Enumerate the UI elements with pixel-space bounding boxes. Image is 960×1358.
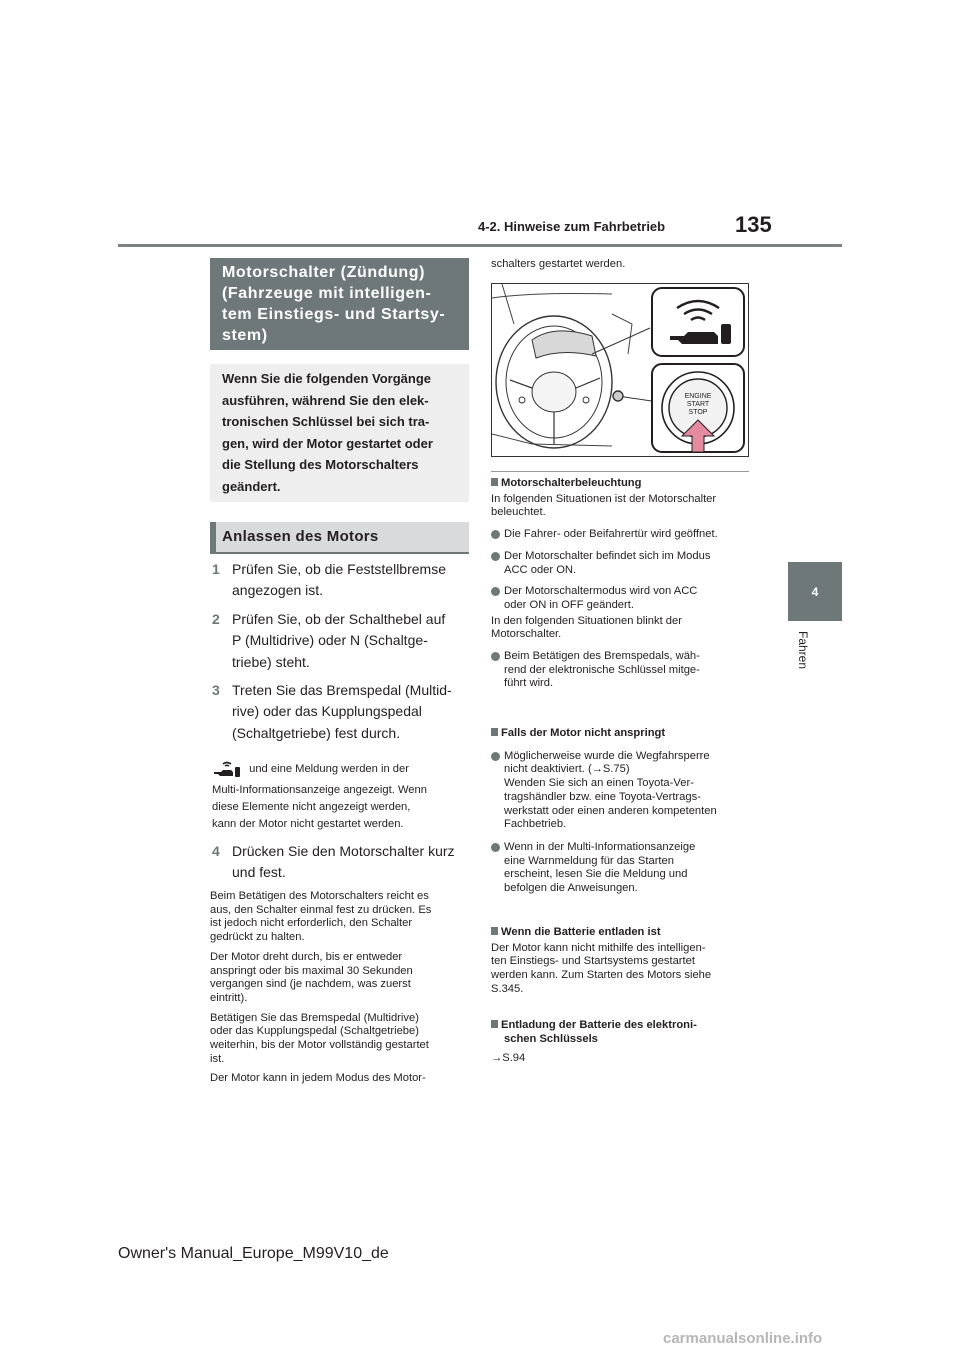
step-number: 4 [212, 843, 220, 859]
section-heading [491, 1019, 751, 1033]
text-line: Der Motorschalter befindet sich im Modus [504, 549, 711, 562]
note-step3 [212, 760, 474, 833]
step-line: P (Multidrive) oder N (Schaltge- [232, 632, 428, 649]
square-bullet-icon [491, 478, 498, 486]
section-heading-text: Wenn die Batterie entladen ist [501, 926, 661, 938]
section-heading-text: Falls der Motor nicht anspringt [501, 727, 666, 739]
intro-box [210, 364, 469, 502]
note-line: Der Motor kann in jedem Modus des Motor- [210, 1072, 426, 1085]
section-key-battery [491, 1019, 751, 1066]
note-line: eintritt). [210, 991, 248, 1004]
note-line: vergangen sind (je nachdem, was zuerst [210, 978, 411, 991]
step-line: Prüfen Sie, ob der Schalthebel auf [232, 611, 446, 627]
chapter-label [796, 631, 810, 691]
dashboard-illustration [492, 284, 748, 456]
step-line: angezogen ist. [232, 582, 324, 599]
cross-reference: →S.94 [491, 1052, 526, 1065]
bullet-dot-icon [491, 843, 500, 852]
intro-line: ausführen, während Sie den elek- [222, 392, 429, 408]
chapter-tab: 4 [788, 562, 842, 621]
watermark: carmanualsonline.info [663, 1330, 823, 1347]
text-line: eine Warnmeldung für das Starten [504, 854, 674, 867]
note-line: Beim Betätigen des Motorschalters reicht es [210, 890, 429, 902]
key-icon [212, 760, 242, 778]
note-line: diese Elemente nicht angezeigt werden, [212, 801, 411, 813]
step-line: und fest. [232, 864, 286, 881]
text-line: Fachbetrieb. [504, 818, 567, 831]
bullet-dot-icon [491, 587, 500, 596]
step-number: 2 [212, 611, 220, 627]
text-line: Motorschalter. [491, 628, 562, 641]
text-line: werkstatt oder einen anderen kompetenten [504, 804, 717, 817]
text-line: Beim Betätigen des Bremspedals, wäh- [504, 650, 700, 663]
text-line: beleuchtet. [491, 506, 546, 519]
text-line: führt wird. [504, 677, 554, 690]
section-heading [491, 477, 751, 491]
step-line: (Schaltgetriebe) fest durch. [232, 724, 401, 741]
bullet-dot-icon [491, 652, 500, 661]
step-3 [210, 680, 472, 744]
step-line: triebe) steht. [232, 653, 310, 670]
bullet-item [491, 550, 751, 577]
text-line: ten Einstiegs- und Startsystems gestartet [491, 955, 695, 968]
intro-line: gen, wird der Motor gestartet oder [222, 435, 433, 451]
title-line: stem) [222, 327, 268, 344]
bullet-item [491, 750, 751, 832]
intro-line: geändert. [222, 478, 281, 494]
intro-line: Wenn Sie die folgenden Vorgänge [222, 371, 431, 386]
step-number: 3 [212, 682, 220, 698]
button-text-line: ENGINE [684, 393, 712, 400]
note-line: ist jedoch nicht erforderlich, den Schalter [210, 917, 413, 930]
bullet-item [491, 841, 751, 896]
section-illumination [491, 477, 751, 691]
text-line: oder ON in OFF geändert. [504, 598, 634, 611]
paragraph [491, 493, 751, 520]
intro-line: tronischen Schlüssel bei sich tra- [222, 414, 430, 430]
section-battery-discharged [491, 926, 751, 997]
section-heading-text: schen Schlüssels [504, 1032, 598, 1045]
engine-switch-figure [491, 283, 749, 457]
button-text-line: START [686, 401, 710, 408]
note-line: Der Motor dreht durch, bis er entweder [210, 950, 403, 963]
paragraph [491, 615, 751, 642]
bullet-dot-icon [491, 530, 500, 539]
text-line: erscheint, lesen Sie die Meldung und [504, 868, 688, 881]
step-4 [210, 841, 472, 884]
section-heading [491, 727, 751, 741]
note-paragraph [210, 1072, 472, 1086]
note-line: weiterhin, bis der Motor vollständig gestartet [210, 1039, 429, 1052]
step-line: Prüfen Sie, ob die Feststellbremse [232, 561, 446, 577]
note-line: aus, den Schalter einmal fest zu drücken. Es [210, 903, 432, 916]
square-bullet-icon [491, 1020, 498, 1028]
text-line: Der Motorschaltermodus wird von ACC [504, 585, 698, 598]
text-line: In folgenden Situationen ist der Motorschalter [491, 492, 717, 505]
text-line: Die Fahrer- oder Beifahrertür wird geöffnet. [504, 528, 718, 541]
note-line: gedrückt zu halten. [210, 931, 305, 944]
square-bullet-icon [491, 728, 498, 736]
text-line: befolgen die Anweisungen. [504, 882, 638, 895]
text-line: Möglicherweise wurde die Wegfahrsperre [504, 749, 710, 762]
note-paragraph [210, 890, 472, 945]
note-line: anspringt oder bis maximal 30 Sekunden [210, 964, 413, 977]
bullet-item [491, 528, 751, 542]
bullet-item [491, 585, 751, 612]
text-line: S.345. [491, 982, 524, 995]
paragraph [491, 942, 751, 997]
title-line: Motorschalter (Zündung) [222, 264, 426, 281]
text-line: tragshändler bzw. eine Toyota-Vertrags- [504, 790, 701, 803]
text-line: werden kann. Zum Starten des Motors siehe [491, 969, 712, 982]
title-line: tem Einstiegs- und Startsy- [222, 306, 446, 323]
figure-rule [491, 471, 749, 472]
button-text-line: STOP [688, 409, 708, 416]
footer-manual-id: Owner's Manual_Europe_M99V10_de [118, 1245, 389, 1262]
text-line: Wenden Sie sich an einen Toyota-Ver- [504, 777, 694, 790]
subheading-rule [210, 552, 469, 554]
note-line: Betätigen Sie das Bremspedal (Multidrive) [210, 1011, 419, 1024]
step-line: rive) oder das Kupplungspedal [232, 703, 422, 720]
step-2 [210, 609, 472, 673]
section-title [210, 258, 469, 350]
bullet-item [491, 650, 751, 691]
text-line: In den folgenden Situationen blinkt der [491, 614, 682, 627]
square-bullet-icon [491, 927, 498, 935]
notes-step4 [210, 890, 472, 1086]
section-heading-text: Entladung der Batterie des elektroni- [501, 1019, 697, 1031]
chapter-label-text: Fahren [796, 631, 810, 670]
section-engine-not-starting [491, 727, 751, 896]
section-path: 4-2. Hinweise zum Fahrbetrieb [478, 219, 666, 234]
note-line: kann der Motor nicht gestartet werden. [212, 818, 404, 830]
text-line: Wenn in der Multi-Informationsanzeige [504, 840, 696, 853]
text-line: rend der elektronische Schlüssel mitge- [504, 663, 700, 676]
text-line: ACC oder ON. [504, 563, 577, 576]
note-line: und eine Meldung werden in der [249, 762, 409, 775]
note-line: oder das Kupplungspedal (Schaltgetriebe) [210, 1025, 419, 1038]
col2-continuation: schalters gestartet werden. [491, 258, 626, 270]
step-line: Drücken Sie den Motorschalter kurz [232, 843, 455, 859]
section-heading [491, 926, 751, 940]
note-paragraph [210, 1012, 472, 1067]
text-line: Der Motor kann nicht mithilfe des intelligen- [491, 941, 706, 954]
title-line: (Fahrzeuge mit intelligen- [222, 285, 432, 302]
note-line: Multi-Informationsanzeige angezeigt. Wenn [212, 784, 427, 796]
step-number: 1 [212, 561, 220, 577]
bullet-dot-icon [491, 552, 500, 561]
step-line: Treten Sie das Bremspedal (Multid- [232, 682, 452, 698]
note-line: ist. [210, 1052, 225, 1065]
page-number: 135 [735, 212, 772, 237]
header-rule [118, 244, 842, 247]
note-paragraph [210, 951, 472, 1006]
section-heading-text: Motorschalterbeleuchtung [501, 477, 642, 489]
bullet-dot-icon [491, 752, 500, 761]
text-line: nicht deaktiviert. (→S.75) [504, 763, 630, 776]
subheading: Anlassen des Motors [210, 522, 469, 554]
step-1 [210, 559, 472, 602]
intro-line: die Stellung des Motorschalters [222, 457, 419, 473]
